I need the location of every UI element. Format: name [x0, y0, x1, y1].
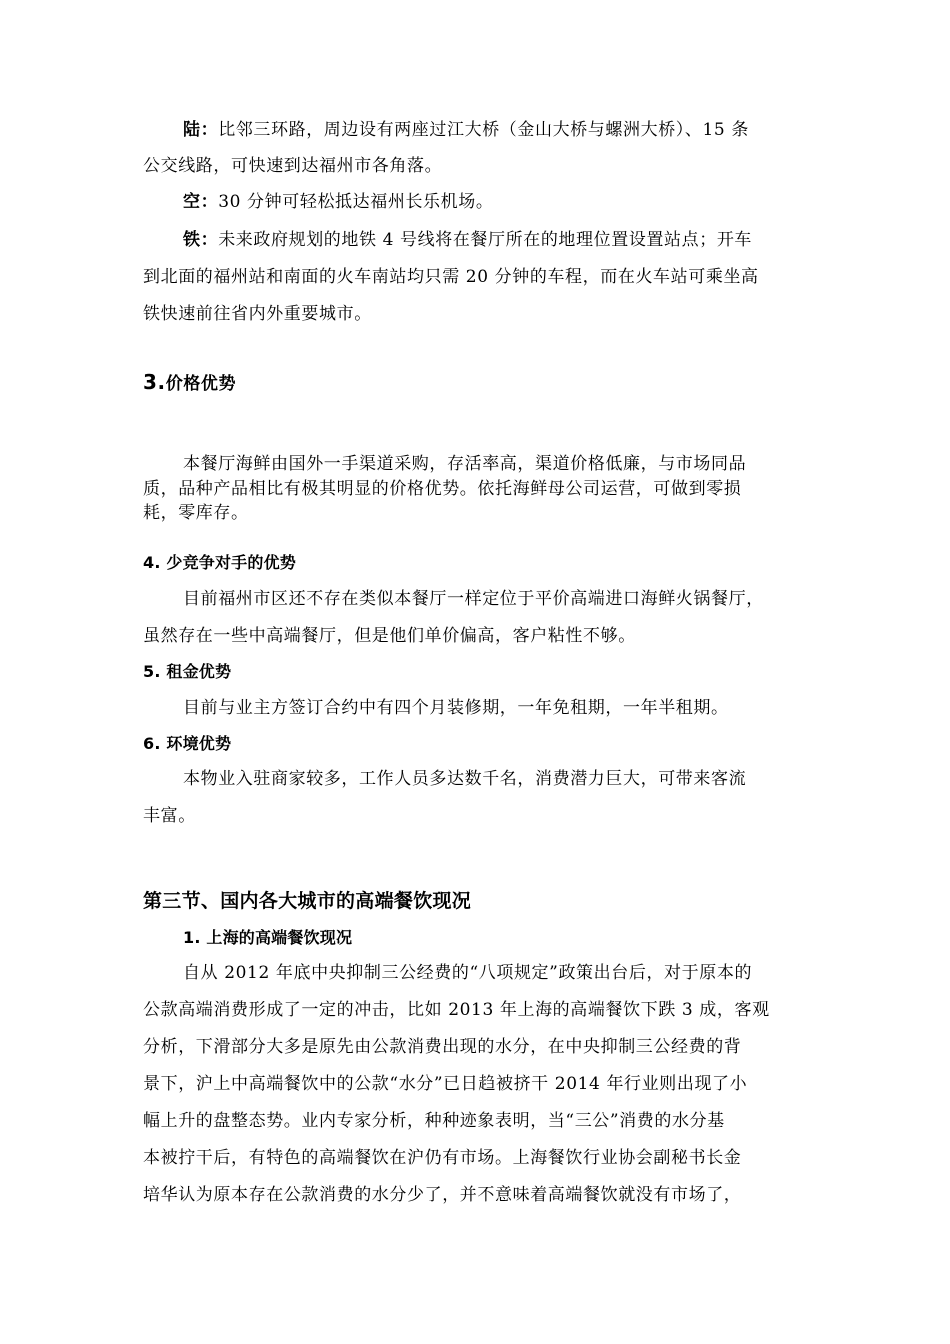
competitors-paragraph-line-2: 虽然存在一些中高端餐厅，但是他们单价偏高，客户粘性不够。 [143, 626, 636, 646]
shanghai-paragraph-line-7: 培华认为原本存在公款消费的水分少了，并不意味着高端餐饮就没有市场了， [143, 1185, 742, 1205]
rent-paragraph-line-1: 目前与业主方签订合约中有四个月装修期，一年免租期，一年半租期。 [183, 698, 729, 718]
transport-air-text: 30 分钟可轻松抵达福州长乐机场。 [218, 192, 494, 212]
environment-paragraph-line-2: 丰富。 [143, 806, 196, 826]
transport-rail-line-3: 铁快速前往省内外重要城市。 [143, 304, 372, 324]
transport-air-label: 空： [183, 192, 219, 212]
section-heading-number: 3. [143, 370, 166, 394]
transport-rail-line-2: 到北面的福州站和南面的火车南站均只需 20 分钟的车程，而在火车站可乘坐高 [143, 267, 759, 287]
shanghai-paragraph-line-6: 本被拧干后，有特色的高端餐饮在沪仍有市场。上海餐饮行业协会副秘书长金 [143, 1148, 742, 1168]
shanghai-paragraph-line-1: 自从 2012 年底中央抑制三公经费的“八项规定”政策出台后，对于原本的 [183, 963, 753, 983]
transport-land-text: 比邻三环路，周边设有两座过江大桥（金山大桥与螺洲大桥）、15 条 [218, 120, 749, 140]
section-heading-few-competitors: 4. 少竞争对手的优势 [143, 553, 296, 572]
chapter-title: 第三节、国内各大城市的高端餐饮现况 [143, 890, 472, 912]
section-heading-rent-advantage: 5. 租金优势 [143, 662, 232, 681]
environment-paragraph-line-1: 本物业入驻商家较多，工作人员多达数千名，消费潜力巨大，可带来客流 [183, 769, 747, 789]
transport-rail-line-1 [183, 229, 752, 251]
section-heading-price-advantage [143, 371, 236, 395]
price-paragraph-line-1: 本餐厅海鲜由国外一手渠道采购，存活率高，渠道价格低廉，与市场同品 [183, 454, 747, 474]
transport-land-line-2: 公交线路，可快速到达福州市各角落。 [143, 156, 443, 176]
section-heading-environment-advantage: 6. 环境优势 [143, 734, 232, 753]
section-heading-text: 价格优势 [165, 374, 237, 394]
shanghai-paragraph-line-3: 分析，下滑部分大多是原先由公款消费出现的水分，在中央抑制三公经费的背 [143, 1037, 742, 1057]
subsection-heading-shanghai: 1. 上海的高端餐饮现况 [183, 928, 353, 947]
competitors-paragraph-line-1: 目前福州市区还不存在类似本餐厅一样定位于平价高端进口海鲜火锅餐厅， [183, 589, 764, 609]
price-paragraph-line-2: 质，品种产品相比有极其明显的价格优势。依托海鲜母公司运营，可做到零损 [143, 479, 742, 499]
transport-land-label: 陆： [183, 120, 219, 140]
shanghai-paragraph-line-5: 幅上升的盘整态势。业内专家分析，种种迹象表明，当“三公”消费的水分基 [143, 1111, 725, 1131]
transport-land-line-1 [183, 119, 749, 141]
shanghai-paragraph-line-4: 景下，沪上中高端餐饮中的公款“水分”已日趋被挤干 2014 年行业则出现了小 [143, 1074, 748, 1094]
transport-rail-label: 铁： [183, 230, 219, 250]
transport-air-line [183, 191, 493, 213]
shanghai-paragraph-line-2: 公款高端消费形成了一定的冲击，比如 2013 年上海的高端餐饮下跌 3 成，客观 [143, 1000, 770, 1020]
transport-rail-text: 未来政府规划的地铁 4 号线将在餐厅所在的地理位置设置站点；开车 [218, 230, 753, 250]
price-paragraph-line-3: 耗，零库存。 [143, 503, 249, 523]
